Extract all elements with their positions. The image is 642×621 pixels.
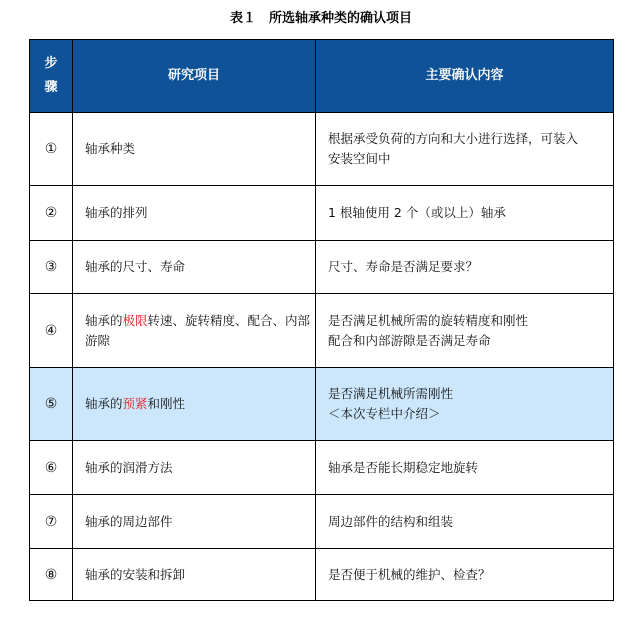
study-item (73, 241, 316, 294)
header-study-item: 研究项目 (73, 40, 316, 113)
header-main-content: 主要确认内容 (316, 40, 614, 113)
item-text: 轴承的润滑方法 (85, 459, 173, 475)
study-item (73, 186, 316, 241)
item-text: 轴承的周边部件 (85, 513, 173, 529)
step-number: ① (30, 113, 73, 186)
table-row (30, 441, 614, 495)
item-text: 和刚性 (147, 396, 186, 411)
table-row (30, 368, 614, 441)
content-line: 尺寸、寿命是否满足要求？ (328, 259, 479, 274)
step-number: ⑥ (30, 441, 73, 495)
content-line: 安装空间中 (328, 151, 391, 166)
table-row (30, 186, 614, 241)
main-content (316, 294, 614, 368)
study-item (73, 294, 316, 368)
table-row (30, 495, 614, 549)
table-row (30, 113, 614, 186)
header-step-line1: 步 (44, 56, 58, 71)
study-item (73, 549, 316, 601)
item-text: 轴承种类 (85, 141, 136, 156)
main-content (316, 441, 614, 495)
item-text: 轴承的 (85, 312, 123, 328)
step-number: ⑧ (30, 549, 73, 601)
item-text: 轴承的 (85, 396, 123, 411)
content-line: 是否满足机械所需刚性 (328, 386, 454, 401)
content-line: 是否满足机械所需的旋转精度和刚性 (328, 312, 529, 328)
main-content (316, 549, 614, 601)
item-text: 轴承的尺寸、寿命 (85, 259, 186, 274)
item-text: 轴承的排列 (85, 205, 148, 220)
table-row (30, 294, 614, 368)
study-item (73, 113, 316, 186)
main-content (316, 113, 614, 186)
content-line: 是否便于机械的维护、检查？ (328, 566, 491, 582)
study-item (73, 441, 316, 495)
study-item (73, 495, 316, 549)
step-number: ③ (30, 241, 73, 294)
content-line: ＜本次专栏中介绍＞ (328, 406, 441, 421)
step-number: ② (30, 186, 73, 241)
header-step-line2: 骤 (44, 80, 58, 95)
table-header-row (30, 40, 614, 113)
main-content (316, 186, 614, 241)
emphasis-text: 极限 (122, 312, 148, 328)
table-row (30, 241, 614, 294)
item-text: 轴承的安装和拆卸 (85, 566, 186, 582)
main-content (316, 495, 614, 549)
main-content (316, 241, 614, 294)
step-number: ⑦ (30, 495, 73, 549)
header-step (30, 40, 73, 113)
bearing-check-table (29, 39, 614, 601)
emphasis-text: 预紧 (122, 396, 148, 411)
table-title: 表１ 所选轴承种类的确认项目 (229, 11, 412, 26)
content-line: 周边部件的结构和组装 (328, 513, 454, 529)
step-number: ⑤ (30, 368, 73, 441)
step-number: ④ (30, 294, 73, 368)
content-line: 配合和内部游隙是否满足寿命 (328, 332, 491, 348)
content-line: 1 根轴使用 2 个（或以上）轴承 (328, 205, 506, 220)
item-text: 转速、旋转精度、配合、内部游隙 (85, 312, 311, 348)
content-line: 根据承受负荷的方向和大小进行选择，可装入 (328, 131, 579, 146)
study-item (73, 368, 316, 441)
table-row (30, 549, 614, 601)
main-content (316, 368, 614, 441)
content-line: 轴承是否能长期稳定地旋转 (328, 459, 479, 475)
